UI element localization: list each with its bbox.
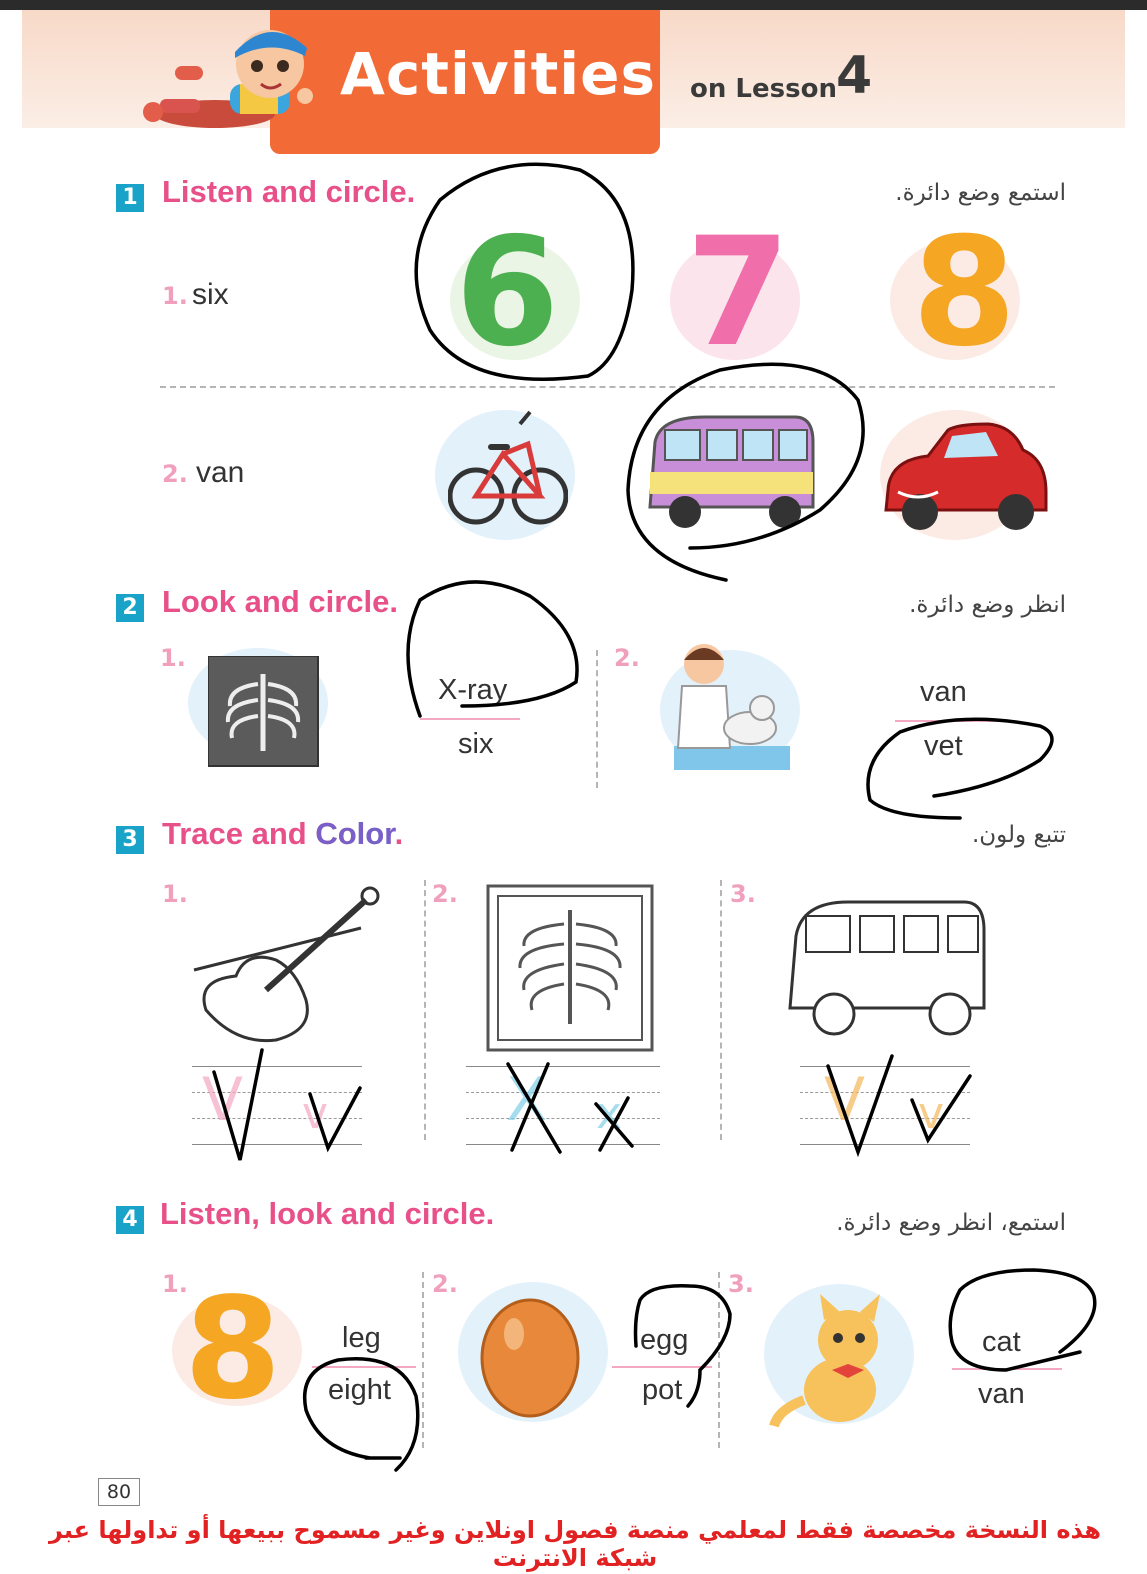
section-4-number: 4 [116,1206,144,1234]
word-eight[interactable]: eight [328,1374,391,1406]
number-seven-choice[interactable]: 7 [686,206,791,380]
s1-item-1-word: six [192,278,229,311]
word-six[interactable]: six [458,728,494,760]
section-1-arabic-instruction: استمع وضع دائرة. [895,180,1066,206]
egg-picture [474,1292,586,1422]
section-3-title-text: Trace and [162,816,316,851]
section-3-divider-2 [720,880,722,1140]
s4-item-3-number: 3. [728,1270,754,1298]
word-leg[interactable]: leg [342,1322,381,1354]
activities-title: Activities [340,40,657,108]
s4-item-1-number: 1. [162,1270,188,1298]
word-van[interactable]: van [920,676,967,708]
s3-item-3-number: 3. [730,880,756,908]
trace-letter-lower: v [918,1088,945,1139]
number-eight-picture: 8 [184,1268,282,1431]
xray-picture [208,656,320,768]
lesson-number: 4 [836,46,873,106]
word-egg[interactable]: egg [640,1324,689,1356]
section-4-title: Listen, look and circle. [160,1196,495,1231]
van-choice[interactable] [645,412,820,537]
boy-mascot-illustration [135,14,325,139]
s4-item-2-number: 2. [432,1270,458,1298]
section-1-title: Listen and circle. [162,174,416,209]
car-choice[interactable] [878,420,1050,538]
section-2-arabic-instruction: انظر وضع دائرة. [909,592,1066,618]
vet-with-dog-picture [664,636,794,776]
lesson-label: on Lesson [690,74,837,104]
section-4-divider-1 [422,1272,424,1448]
number-six-choice[interactable]: 6 [455,206,560,380]
s1-item-2-number: 2. [162,460,188,488]
s3-item-2-number: 2. [432,880,458,908]
trace-letter-lower: x [596,1088,623,1139]
word-cat[interactable]: cat [982,1326,1021,1358]
section-4-arabic-instruction: استمع، انظر وضع دائرة. [836,1210,1066,1236]
van-outline-picture [784,896,990,1042]
section-2-number: 2 [116,594,144,622]
answer-divider [312,1366,416,1368]
section-3-number: 3 [116,826,144,854]
word-pot[interactable]: pot [642,1374,683,1406]
page-number: 80 [98,1478,140,1506]
violin-picture [186,880,386,1050]
s1-item-2-word: van [196,456,245,489]
word-vet[interactable]: vet [924,730,963,762]
ink-circle-cat [950,1270,1095,1370]
word-x-ray[interactable]: X-ray [438,674,508,706]
answer-divider [895,720,1005,722]
section-1-divider [160,386,1055,388]
section-1-number: 1 [116,184,144,212]
bicycle-choice[interactable] [448,404,568,534]
trace-letter-lower: v [302,1088,329,1139]
word-van-s4[interactable]: van [978,1378,1025,1410]
trace-area-3[interactable] [800,1066,970,1146]
section-2-column-divider [596,650,598,788]
s2-item-1-number: 1. [160,644,186,672]
copyright-notice: هذه النسخة مخصصة فقط لمعلمي منصة فصول اونلاين وغير مسموح ببيعها أو تداولها عبر شبكة الانترنت [48,1516,1102,1572]
trace-area-1[interactable] [192,1066,362,1146]
answer-divider [612,1366,712,1368]
trace-letter-upper: V [202,1065,244,1135]
top-bar [0,0,1147,10]
section-3-divider-1 [424,880,426,1140]
section-3-title [162,816,403,852]
xray-outline-picture [486,884,656,1054]
trace-area-2[interactable] [466,1066,660,1146]
section-4-divider-2 [718,1272,720,1448]
answer-divider [420,718,520,720]
section-3-title-color-word: Color [315,816,395,851]
kitten-picture [768,1290,908,1430]
s2-item-2-number: 2. [614,644,640,672]
trace-letter-upper: V [824,1065,866,1135]
section-2-title: Look and circle. [162,584,399,619]
s3-item-1-number: 1. [162,880,188,908]
trace-letter-upper: X [506,1065,548,1135]
section-3-arabic-instruction: تتبع ولون. [971,822,1066,848]
number-eight-choice[interactable]: 8 [912,206,1017,380]
section-3-title-period: . [394,816,404,851]
answer-divider [952,1368,1062,1370]
s1-item-1-number: 1. [162,282,188,310]
